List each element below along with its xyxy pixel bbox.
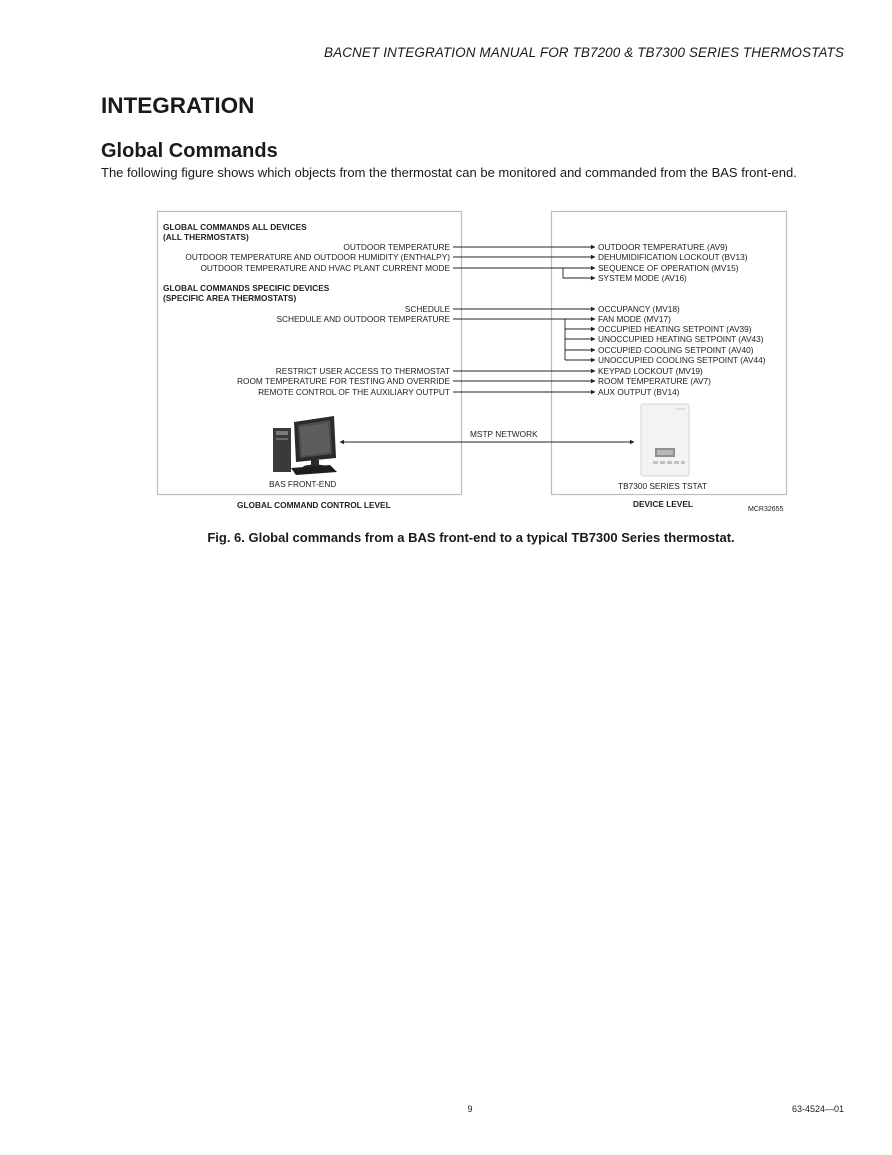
group3-command: REMOTE CONTROL OF THE AUXILIARY OUTPUT	[258, 387, 450, 397]
intro-paragraph: The following figure shows which objects from the thermostat can be monitored and commanded from the BAS front-end.	[101, 165, 797, 180]
section-title: INTEGRATION	[101, 93, 255, 118]
right-level-label: DEVICE LEVEL	[633, 499, 693, 509]
device-object: ROOM TEMPERATURE (AV7)	[598, 376, 711, 386]
computer-icon	[273, 416, 337, 475]
group1-title-line2: (ALL THERMOSTATS)	[163, 232, 249, 242]
device-object: FAN MODE (MV17)	[598, 314, 671, 324]
page-number: 9	[467, 1104, 473, 1114]
group2-command: SCHEDULE AND OUTDOOR TEMPERATURE	[276, 314, 450, 324]
device-object: AUX OUTPUT (BV14)	[598, 387, 680, 397]
device-object: OCCUPIED HEATING SETPOINT (AV39)	[598, 324, 752, 334]
group2-command: SCHEDULE	[404, 304, 450, 314]
connector-lines	[340, 247, 634, 442]
group2-title-line2: (SPECIFIC AREA THERMOSTATS)	[163, 293, 297, 303]
group1-title-line1: GLOBAL COMMANDS ALL DEVICES	[163, 222, 307, 232]
device-object: OCCUPIED COOLING SETPOINT (AV40)	[598, 345, 754, 355]
tstat-label: TB7300 SERIES TSTAT	[618, 481, 707, 491]
device-object: OUTDOOR TEMPERATURE (AV9)	[598, 242, 728, 252]
group1-command: OUTDOOR TEMPERATURE	[343, 242, 450, 252]
group1-command: OUTDOOR TEMPERATURE AND HVAC PLANT CURRENT MODE	[200, 263, 450, 273]
bas-label: BAS FRONT-END	[269, 479, 337, 489]
device-object: SEQUENCE OF OPERATION (MV15)	[598, 263, 739, 273]
device-object: KEYPAD LOCKOUT (MV19)	[598, 366, 703, 376]
network-label: MSTP NETWORK	[470, 429, 538, 439]
group3-command: RESTRICT USER ACCESS TO THERMOSTAT	[275, 366, 450, 376]
thermostat-icon	[641, 404, 689, 476]
group1-command: OUTDOOR TEMPERATURE AND OUTDOOR HUMIDITY (ENTHALPY)	[185, 252, 450, 262]
left-level-label: GLOBAL COMMAND CONTROL LEVEL	[237, 500, 391, 510]
document-number: 63-4524—01	[791, 1104, 844, 1114]
drawing-number: MCR32655	[748, 506, 784, 513]
group3-command: ROOM TEMPERATURE FOR TESTING AND OVERRIDE	[237, 376, 450, 386]
running-header: BACNET INTEGRATION MANUAL FOR TB7200 & TB7300 SERIES THERMOSTATS	[323, 45, 844, 60]
figure-caption: Fig. 6. Global commands from a BAS front-end to a typical TB7300 Series thermostat.	[207, 530, 735, 545]
device-object: DEHUMIDIFICATION LOCKOUT (BV13)	[598, 252, 748, 262]
device-object: UNOCCUPIED COOLING SETPOINT (AV44)	[598, 355, 766, 365]
subsection-title: Global Commands	[101, 140, 278, 162]
device-object: UNOCCUPIED HEATING SETPOINT (AV43)	[598, 334, 764, 344]
device-object: OCCUPANCY (MV18)	[598, 304, 680, 314]
global-commands-diagram	[0, 0, 892, 530]
device-object: SYSTEM MODE (AV16)	[598, 273, 687, 283]
group2-title-line1: GLOBAL COMMANDS SPECIFIC DEVICES	[163, 283, 330, 293]
